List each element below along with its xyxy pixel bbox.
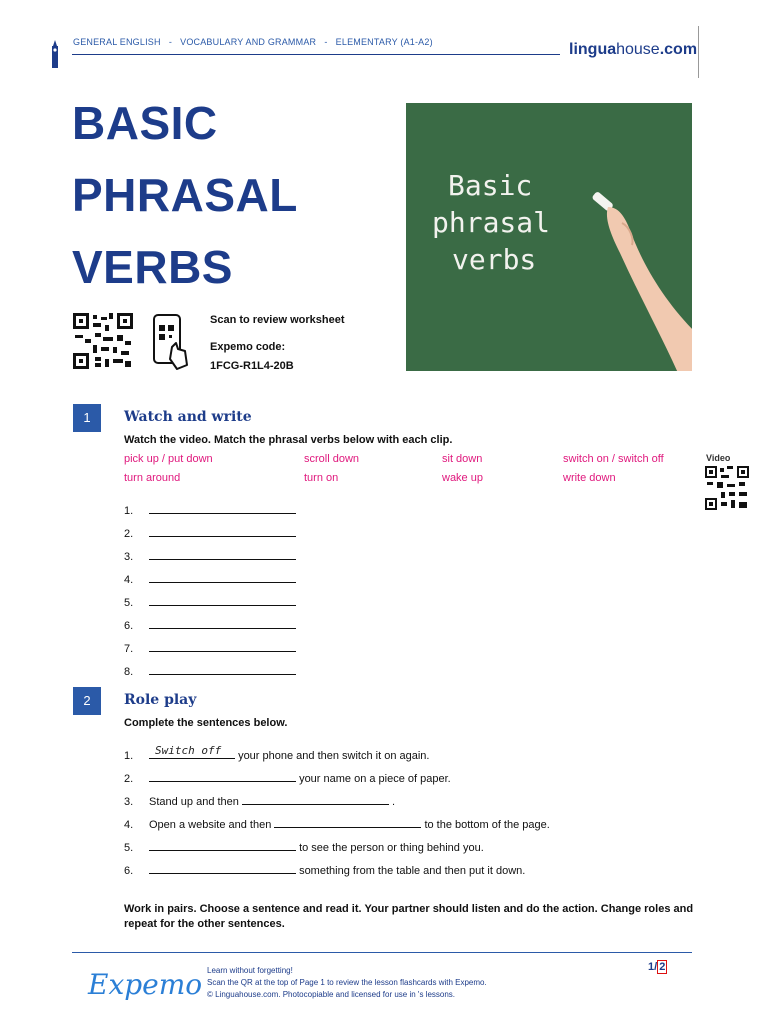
sentence-blank[interactable]	[149, 744, 235, 759]
answer-blank[interactable]	[149, 594, 296, 606]
hand-with-chalk	[586, 183, 692, 371]
answer-row: 1.	[124, 502, 296, 517]
breadcrumb-item[interactable]: ELEMENTARY (A1-A2)	[335, 37, 433, 47]
header-divider	[72, 54, 560, 55]
verb-option: sit down	[442, 453, 483, 465]
breadcrumb-item[interactable]: VOCABULARY AND GRAMMAR	[180, 37, 317, 47]
big-ben-icon	[50, 40, 60, 75]
verb-option: write down	[563, 472, 616, 484]
answer-row: 8.	[124, 663, 296, 678]
answer-row: 5.	[124, 594, 296, 609]
breadcrumb-item[interactable]: GENERAL ENGLISH	[73, 37, 161, 47]
page-indicator: 1/ 2	[648, 961, 666, 973]
brand-logo[interactable]: linguahouse.com	[569, 41, 698, 58]
worksheet-qr-code[interactable]	[73, 313, 133, 369]
sentence-row: 2. your name on a piece of paper.	[124, 770, 451, 785]
handwritten-answer: Switch off	[155, 744, 222, 757]
verb-option: switch on / switch off	[563, 453, 664, 465]
verb-option: scroll down	[304, 453, 360, 465]
sentence-row: 1. Switch off your phone and then switch it on again.	[124, 744, 430, 762]
section-2-title: Role play	[124, 692, 197, 708]
footer-copyright: © Linguahouse.com. Photocopiable and licensed for use in 's lessons.	[207, 990, 456, 999]
footer-scan-note: Scan the QR at the top of Page 1 to review the lesson flashcards with Expemo.	[207, 978, 487, 987]
answer-row: 7.	[124, 640, 296, 655]
section-2-number: 2	[73, 687, 101, 715]
page-title-line-1: BASIC	[72, 97, 218, 149]
verb-option: turn around	[124, 472, 181, 484]
section-2-instruction: Complete the sentences below.	[124, 717, 288, 729]
answer-blank[interactable]	[149, 548, 296, 560]
footer-tagline: Learn without forgetting!	[207, 966, 293, 975]
chalkboard-photo	[406, 103, 692, 371]
chalk-text: Basic phrasal verbs	[432, 169, 551, 276]
section-1-title: Watch and write	[124, 409, 252, 425]
verb-option: wake up	[442, 472, 483, 484]
expemo-code-value: 1FCG-R1L4-20B	[210, 360, 294, 372]
sentence-blank[interactable]	[149, 862, 296, 874]
breadcrumb: GENERAL ENGLISH - VOCABULARY AND GRAMMAR - ELEMENTARY (A1-A2)	[73, 37, 433, 47]
header-vertical-rule	[698, 26, 699, 78]
answer-row: 2.	[124, 525, 296, 540]
expemo-logo[interactable]: Expemo	[88, 968, 203, 1001]
sentence-row: 3. Stand up and then .	[124, 793, 395, 808]
video-qr-code[interactable]	[705, 466, 749, 510]
phone-scan-icon	[152, 313, 190, 371]
answer-row: 4.	[124, 571, 296, 586]
video-label: Video	[706, 453, 731, 463]
answer-blank[interactable]	[149, 525, 296, 537]
page-title-line-2: PHRASAL	[72, 169, 298, 221]
pair-work-instruction: Work in pairs. Choose a sentence and read it. Your partner should listen and do the action. Change roles and repeat for the other sentences.	[124, 903, 694, 930]
page-current: 1	[648, 961, 655, 973]
verb-option: turn on	[304, 472, 339, 484]
sentence-row: 5. to see the person or thing behind you.	[124, 839, 484, 854]
scan-prompt: Scan to review worksheet	[210, 314, 345, 326]
answer-blank[interactable]	[149, 663, 296, 675]
page-title-line-3: VERBS	[72, 241, 233, 293]
sentence-row: 4. Open a website and then to the bottom of the page.	[124, 816, 550, 831]
expemo-code-label: Expemo code:	[210, 341, 286, 353]
sentence-blank[interactable]	[149, 839, 296, 851]
answer-blank[interactable]	[149, 571, 296, 583]
answer-blank[interactable]	[149, 640, 296, 652]
answer-blank[interactable]	[149, 617, 296, 629]
answer-row: 6.	[124, 617, 296, 632]
section-1-number: 1	[73, 404, 101, 432]
sentence-blank[interactable]	[149, 770, 296, 782]
sentence-blank[interactable]	[274, 816, 421, 828]
sentence-row: 6. something from the table and then put it down.	[124, 862, 525, 877]
page-total-link[interactable]: 2	[659, 961, 666, 973]
section-1-instruction: Watch the video. Match the phrasal verbs below with each clip.	[124, 434, 453, 446]
footer-divider	[72, 952, 692, 953]
answer-blank[interactable]	[149, 502, 296, 514]
sentence-blank[interactable]	[242, 793, 389, 805]
answer-row: 3.	[124, 548, 296, 563]
verb-option: pick up / put down	[124, 453, 213, 465]
